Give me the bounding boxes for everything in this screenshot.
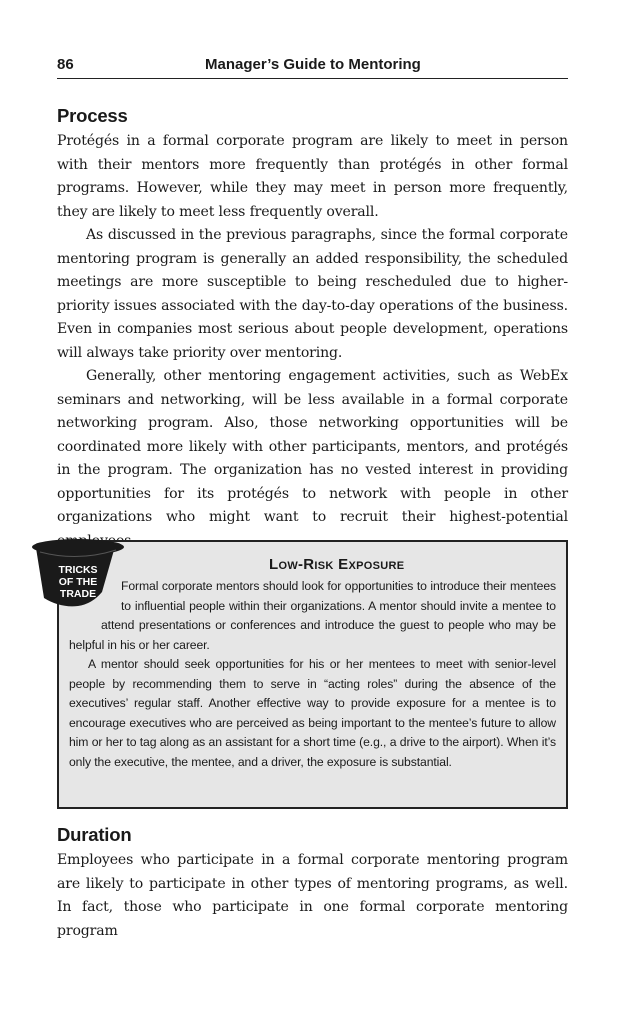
running-title: Manager’s Guide to Mentoring	[205, 56, 421, 73]
paragraph: As discussed in the previous paragraphs, since the formal corporate mentoring program is generally an added responsibility, the scheduled meetings are more susceptible to being rescheduled due to higher-priority issues associated with the day-to-day operations of the business. Even in companies most serious about people development, operations will always take priority over mentoring.	[57, 227, 568, 361]
sidebar-body	[69, 577, 556, 772]
section-heading-duration: Duration	[57, 824, 132, 845]
duration-body	[57, 849, 568, 943]
badge-line: TRADE	[59, 588, 97, 600]
paragraph: Employees who participate in a formal corporate mentoring program are likely to participate in other types of mentoring programs, as well. In fact, those who participate in one formal corporate mentoring program	[57, 852, 568, 939]
section-heading-process: Process	[57, 105, 128, 126]
tricks-of-the-trade-sidebar	[57, 540, 568, 809]
badge-line: OF THE	[58, 576, 98, 588]
sidebar-title: Low-Risk Exposure	[269, 556, 405, 573]
process-body	[57, 130, 568, 553]
running-header	[57, 54, 568, 79]
paragraph: Protégés in a formal corporate program are likely to meet in person with their mentors more frequently than protégés in other formal programs. However, while they may meet in person more frequently, they are likely to meet less frequently overall.	[57, 133, 568, 220]
badge-line: TRICKS	[58, 564, 98, 576]
paragraph: Generally, other mentoring engagement activities, such as WebEx seminars and networking, will be less available in a formal corporate networking program. Also, those networking opportunities will be coordinated more likely with other participants, mentors, and protégés in the program. The organization has no vested interest in providing opportunities for its protégés to network with people in other organizations who might want to recruit their highest-potential	[57, 368, 568, 525]
sidebar-paragraph: A mentor should seek opportunities for his or her mentees to meet with senior-level people by recommending them to serve in “acting roles” during the absence of the executives’ regular staff. Another effective way to provide exposure for a mentee is to encourage executives who are perceived as being important to the mentee’s future to allow him or her to tag along as an assistant for a short time (e.g., a drive to the airport). When it’s only the executive, the mentee, and a driver, the exposure is substantial.	[69, 657, 556, 769]
tricks-of-the-trade-badge	[30, 536, 128, 616]
page-number: 86	[57, 56, 74, 73]
sidebar-paragraph: Formal corporate mentors should look for opportunities to introduce their mentees to influential people within their organizations. A mentor should invite a mentee to attend presentations or conferences and introduce the guest to people who may be helpful in his or her career.	[69, 579, 556, 652]
